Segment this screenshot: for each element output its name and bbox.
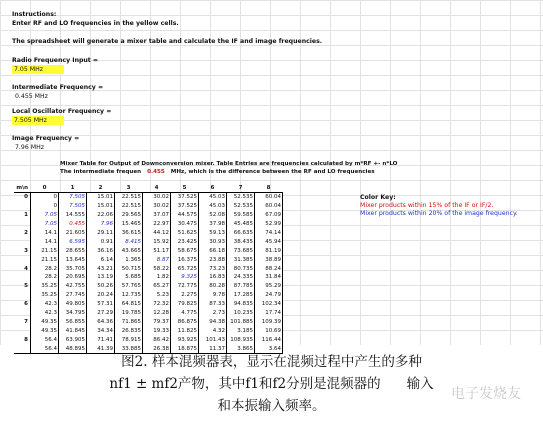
mixer-cell[interactable]: 73.23 <box>199 264 227 273</box>
instructions-line2: The spreadsheet will generate a mixer table and calculate the IF and image frequencies. <box>12 38 323 45</box>
mixer-cell[interactable]: 45.485 <box>227 220 255 229</box>
mixer-cell[interactable]: 43.665 <box>115 246 143 255</box>
mixer-cell[interactable]: 16.83 <box>199 273 227 282</box>
mixer-cell[interactable]: 10.69 <box>255 326 283 335</box>
mixer-cell[interactable]: 7.505 <box>59 193 87 202</box>
mixer-cell[interactable]: 36.615 <box>115 229 143 238</box>
mixer-table-header <box>14 183 283 193</box>
m-index: 2 <box>24 230 28 236</box>
image-label: Image Frequency = <box>12 135 80 142</box>
color-key-blue: Mixer products within 20% of the image frequency. <box>360 210 518 217</box>
table-row <box>14 237 283 246</box>
lo-label: Local Oscillator Frequency = <box>12 108 112 115</box>
mixer-cell[interactable]: 56.855 <box>59 317 87 326</box>
mixer-cell[interactable]: 23.88 <box>199 255 227 264</box>
mixer-cell[interactable]: 58.22 <box>143 264 171 273</box>
mixer-cell[interactable]: 0.91 <box>87 237 115 246</box>
instructions-heading: Instructions: <box>12 11 57 18</box>
mixer-cell[interactable]: 71.865 <box>115 317 143 326</box>
mixer-cell[interactable]: 57.31 <box>87 300 115 309</box>
mixer-cell[interactable]: 31.385 <box>227 255 255 264</box>
rf-unit: MHz <box>29 66 43 73</box>
table-row <box>14 193 283 202</box>
m-index: 4 <box>24 265 28 272</box>
mixer-cell[interactable]: 22.515 <box>115 202 143 211</box>
mixer-cell[interactable]: 81.19 <box>255 246 283 255</box>
mixer-cell[interactable]: 21.605 <box>59 229 87 238</box>
mixer-cell[interactable]: 14.1 <box>31 237 59 246</box>
mixer-cell[interactable]: 15.01 <box>87 193 115 202</box>
mixer-cell[interactable]: 45.03 <box>199 193 227 202</box>
mixer-cell[interactable]: 95.29 <box>255 282 283 291</box>
table-row <box>14 255 283 264</box>
mixer-note-text-b: MHz, which is the difference between the RF and LO frequencies <box>170 169 375 175</box>
n-header: 7 <box>238 184 243 191</box>
mixer-cell[interactable]: 37.98 <box>199 220 227 229</box>
mixer-cell[interactable]: 101.43 <box>199 335 227 344</box>
mixer-cell[interactable]: 26.38 <box>143 344 171 353</box>
table-row <box>14 220 283 229</box>
mixer-cell[interactable]: 78.915 <box>115 335 143 344</box>
mixer-cell[interactable]: 64.36 <box>87 317 115 326</box>
mixer-cell[interactable]: 66.635 <box>227 229 255 238</box>
mixer-cell[interactable]: 45.03 <box>199 202 227 211</box>
mixer-cell[interactable]: 52.08 <box>199 211 227 220</box>
mixer-table <box>14 183 283 354</box>
mixer-cell[interactable]: 30.93 <box>199 237 227 246</box>
m-index <box>14 220 31 229</box>
mixer-cell[interactable]: 102.34 <box>255 300 283 309</box>
table-row <box>14 326 283 335</box>
mixer-cell[interactable]: 29.11 <box>87 229 115 238</box>
mixer-cell[interactable]: 8.415 <box>115 237 143 246</box>
n-header: 4 <box>154 184 159 191</box>
n-header: 8 <box>266 184 271 191</box>
mixer-cell[interactable]: 66.18 <box>199 246 227 255</box>
mixer-cell[interactable]: 30.02 <box>143 202 171 211</box>
mixer-cell[interactable]: 88.24 <box>255 264 283 273</box>
mixer-cell[interactable]: 28.2 <box>31 264 59 273</box>
mixer-cell[interactable]: 74.14 <box>255 229 283 238</box>
mixer-cell[interactable]: 87.785 <box>227 282 255 291</box>
mixer-cell[interactable]: 22.515 <box>115 193 143 202</box>
color-key-title: Color Key: <box>360 194 396 201</box>
mixer-cell[interactable]: 7.505 <box>59 202 87 211</box>
mixer-note-line2 <box>60 168 375 177</box>
table-row <box>14 246 283 255</box>
mixer-cell[interactable]: 34.795 <box>59 309 87 318</box>
mixer-cell[interactable]: 63.905 <box>59 335 87 344</box>
mixer-cell[interactable]: 1.365 <box>115 255 143 264</box>
mixer-cell[interactable]: 13.19 <box>87 273 115 282</box>
table-row <box>14 317 283 326</box>
mixer-cell[interactable]: 43.21 <box>87 264 115 273</box>
instructions-line1: Enter RF and LO frequencies in the yellow cells. <box>12 20 179 27</box>
mixer-cell[interactable]: 48.895 <box>59 344 87 353</box>
mixer-cell[interactable]: 71.41 <box>87 335 115 344</box>
mixer-cell[interactable]: 101.885 <box>227 317 255 326</box>
mixer-cell[interactable]: 15.465 <box>115 220 143 229</box>
mixer-cell[interactable]: 36.16 <box>87 246 115 255</box>
mixer-cell[interactable]: 13.645 <box>59 255 87 264</box>
mixer-cell[interactable]: 3.64 <box>255 344 283 353</box>
mixer-cell[interactable]: 37.525 <box>171 202 199 211</box>
mixer-cell[interactable]: 41.39 <box>87 344 115 353</box>
mixer-cell[interactable]: 44.12 <box>143 229 171 238</box>
n-header: 3 <box>126 184 131 191</box>
mixer-cell[interactable]: 6.595 <box>59 237 87 246</box>
mixer-cell[interactable]: 50.715 <box>115 264 143 273</box>
mixer-cell[interactable]: 19.785 <box>115 309 143 318</box>
mixer-cell[interactable]: 72.32 <box>143 300 171 309</box>
mixer-cell[interactable]: 94.38 <box>199 317 227 326</box>
m-index <box>14 291 31 300</box>
mixer-cell[interactable]: 9.325 <box>171 273 199 282</box>
mixer-cell[interactable]: 56.4 <box>31 344 59 353</box>
mixer-cell[interactable]: 2.73 <box>199 309 227 318</box>
mixer-cell[interactable]: 38.89 <box>255 255 283 264</box>
mixer-cell[interactable]: 7.05 <box>31 220 59 229</box>
watermark-logo: 电子发烧友 <box>451 386 521 402</box>
mixer-cell[interactable]: 15.92 <box>143 237 171 246</box>
caption-line1: 图2. 样本混频器表，显示在混频过程中产生的多种 <box>121 354 422 370</box>
m-index: 5 <box>24 283 28 290</box>
mixer-cell[interactable]: 37.525 <box>171 193 199 202</box>
mixer-cell[interactable]: 28.655 <box>59 246 87 255</box>
mixer-cell[interactable]: 21.15 <box>31 246 59 255</box>
n-header: 2 <box>98 184 103 191</box>
m-index: 7 <box>24 318 28 325</box>
mixer-cell[interactable]: 10.235 <box>227 309 255 318</box>
mixer-cell[interactable]: 51.625 <box>171 229 199 238</box>
mixer-cell[interactable]: 116.44 <box>255 335 283 344</box>
mixer-cell[interactable]: 49.35 <box>31 317 59 326</box>
mixer-cell[interactable]: 17.285 <box>227 291 255 300</box>
mixer-cell[interactable]: 42.755 <box>59 282 87 291</box>
mixer-cell[interactable]: 79.37 <box>143 317 171 326</box>
mixer-cell[interactable]: 11.825 <box>171 326 199 335</box>
mixer-cell[interactable]: 57.765 <box>115 282 143 291</box>
if-label: Intermediate Frequency = <box>12 84 104 91</box>
mixer-cell[interactable]: 0 <box>31 202 59 211</box>
mixer-cell[interactable]: 20.24 <box>87 291 115 300</box>
mixer-cell[interactable]: 28.2 <box>31 273 59 282</box>
mixer-cell[interactable]: 33.885 <box>115 344 143 353</box>
mixer-cell[interactable]: 79.825 <box>171 300 199 309</box>
m-index <box>14 255 31 264</box>
mixer-cell[interactable]: 72.775 <box>171 282 199 291</box>
mixer-cell[interactable]: 18.875 <box>171 344 199 353</box>
mixer-cell[interactable]: 93.925 <box>171 335 199 344</box>
mixer-cell[interactable]: 5.23 <box>143 291 171 300</box>
mixer-cell[interactable]: 58.675 <box>171 246 199 255</box>
mixer-cell[interactable]: 22.97 <box>143 220 171 229</box>
mixer-cell[interactable]: 9.78 <box>199 291 227 300</box>
n-header: 6 <box>210 184 215 191</box>
mixer-cell[interactable]: 65.725 <box>171 264 199 273</box>
mixer-cell[interactable]: 12.735 <box>115 291 143 300</box>
n-header: 5 <box>182 184 187 191</box>
mixer-cell[interactable]: 4.32 <box>199 326 227 335</box>
mixer-cell[interactable]: 80.735 <box>227 264 255 273</box>
m-index: 6 <box>24 301 28 308</box>
caption-line3: 和本振输入频率。 <box>217 398 326 414</box>
m-index <box>14 202 31 211</box>
rf-input-cell[interactable] <box>12 65 64 74</box>
mixer-cell[interactable]: 26.835 <box>115 326 143 335</box>
m-index <box>14 309 31 318</box>
table-row <box>14 211 283 220</box>
mixer-cell[interactable]: 19.33 <box>143 326 171 335</box>
mixer-cell[interactable]: 87.33 <box>199 300 227 309</box>
table-row <box>14 229 283 238</box>
m-index <box>14 237 31 246</box>
table-row <box>14 335 283 344</box>
mixer-cell[interactable]: 15.01 <box>87 202 115 211</box>
mixer-cell[interactable]: 42.3 <box>31 300 59 309</box>
mixer-cell[interactable]: 52.99 <box>255 220 283 229</box>
mixer-cell[interactable]: 20.695 <box>59 273 87 282</box>
lo-value: 7.505 <box>14 117 32 124</box>
mixer-note-text-a: The intermediate frequen <box>60 169 142 175</box>
table-corner-label: m\n <box>16 184 29 191</box>
mixer-cell[interactable]: 42.3 <box>31 309 59 318</box>
mixer-cell[interactable]: 45.94 <box>255 237 283 246</box>
mixer-cell[interactable]: 0.455 <box>59 220 87 229</box>
mixer-cell[interactable]: 60.04 <box>255 202 283 211</box>
mixer-cell[interactable]: 22.06 <box>87 211 115 220</box>
mixer-cell[interactable]: 56.4 <box>31 335 59 344</box>
m-index <box>14 273 31 282</box>
mixer-cell[interactable]: 30.02 <box>143 193 171 202</box>
mixer-cell[interactable]: 35.705 <box>59 264 87 273</box>
table-row <box>14 291 283 300</box>
table-row <box>14 273 283 282</box>
mixer-cell[interactable]: 7.05 <box>31 211 59 220</box>
mixer-cell[interactable]: 23.425 <box>171 237 199 246</box>
mixer-cell[interactable]: 29.565 <box>115 211 143 220</box>
mixer-cell[interactable]: 8.87 <box>143 255 171 264</box>
m-index: 1 <box>24 212 28 219</box>
rf-label: Radio Frequency Input = <box>12 57 99 64</box>
caption-line2-text: nf1 ± mf2产物，其中f1和f2分别是混频器的 <box>109 376 381 392</box>
mixer-cell[interactable]: 24.335 <box>227 273 255 282</box>
mixer-cell[interactable]: 7.96 <box>87 220 115 229</box>
table-row <box>14 282 283 291</box>
mixer-note-line1: Mixer Table for Output of Downconversion mixer. Table Entries are frequencies calculated by m*RF +- n*LO <box>60 161 398 167</box>
mixer-cell[interactable]: 27.29 <box>87 309 115 318</box>
mixer-cell[interactable]: 17.74 <box>255 309 283 318</box>
n-header: 1 <box>70 184 75 191</box>
mixer-cell[interactable]: 4.775 <box>171 309 199 318</box>
mixer-cell[interactable]: 0 <box>31 193 59 202</box>
mixer-cell[interactable]: 37.07 <box>143 211 171 220</box>
mixer-cell[interactable]: 14.555 <box>59 211 87 220</box>
mixer-cell[interactable]: 21.15 <box>31 255 59 264</box>
m-index: 8 <box>24 336 28 343</box>
mixer-cell[interactable]: 16.375 <box>171 255 199 264</box>
mixer-cell[interactable]: 35.25 <box>31 282 59 291</box>
mixer-cell[interactable]: 38.435 <box>227 237 255 246</box>
mixer-cell[interactable]: 31.84 <box>255 273 283 282</box>
m-index: 0 <box>14 193 31 202</box>
mixer-cell[interactable]: 86.42 <box>143 335 171 344</box>
mixer-cell[interactable]: 67.09 <box>255 211 283 220</box>
mixer-cell[interactable]: 86.875 <box>171 317 199 326</box>
mixer-cell[interactable]: 1.82 <box>143 273 171 282</box>
color-key-red: Mixer products within 15% of the IF or IF/2. <box>360 202 494 209</box>
mixer-cell[interactable]: 11.37 <box>199 344 227 353</box>
mixer-cell[interactable]: 52.535 <box>227 202 255 211</box>
mixer-cell[interactable]: 52.535 <box>227 193 255 202</box>
mixer-cell[interactable]: 50.26 <box>87 282 115 291</box>
mixer-cell[interactable]: 5.685 <box>115 273 143 282</box>
caption-line2-tail: 输入 <box>406 376 434 392</box>
lo-input-cell[interactable] <box>12 116 64 125</box>
mixer-cell[interactable]: 109.39 <box>255 317 283 326</box>
table-row <box>14 300 283 309</box>
if-value: 0.455 MHz <box>15 93 48 100</box>
mixer-cell[interactable]: 12.28 <box>143 309 171 318</box>
mixer-cell[interactable]: 24.79 <box>255 291 283 300</box>
mixer-cell[interactable]: 73.685 <box>227 246 255 255</box>
mixer-note-if-value: 0.455 <box>147 169 165 175</box>
mixer-cell[interactable]: 30.475 <box>171 220 199 229</box>
mixer-cell[interactable]: 3.865 <box>227 344 255 353</box>
mixer-cell[interactable]: 59.585 <box>227 211 255 220</box>
table-row <box>14 264 283 273</box>
mixer-cell[interactable]: 44.575 <box>171 211 199 220</box>
mixer-cell[interactable]: 94.835 <box>227 300 255 309</box>
mixer-cell[interactable]: 51.17 <box>143 246 171 255</box>
mixer-cell[interactable]: 108.935 <box>227 335 255 344</box>
mixer-cell[interactable]: 6.14 <box>87 255 115 264</box>
mixer-cell[interactable]: 49.805 <box>59 300 87 309</box>
table-row <box>14 309 283 318</box>
mixer-cell[interactable]: 35.25 <box>31 291 59 300</box>
mixer-cell[interactable]: 65.27 <box>143 282 171 291</box>
mixer-cell[interactable]: 80.28 <box>199 282 227 291</box>
mixer-cell[interactable]: 60.04 <box>255 193 283 202</box>
m-index <box>14 326 31 335</box>
mixer-cell[interactable]: 27.745 <box>59 291 87 300</box>
image-value: 7.96 MHz <box>15 144 44 151</box>
m-index: 3 <box>24 247 28 254</box>
mixer-cell[interactable]: 64.815 <box>115 300 143 309</box>
mixer-cell[interactable]: 59.13 <box>199 229 227 238</box>
n-header: 0 <box>42 184 47 191</box>
mixer-cell[interactable]: 34.34 <box>87 326 115 335</box>
mixer-cell[interactable]: 2.275 <box>171 291 199 300</box>
mixer-cell[interactable]: 3.185 <box>227 326 255 335</box>
table-row <box>14 202 283 211</box>
rf-value: 7.05 <box>14 66 28 73</box>
mixer-cell[interactable]: 49.35 <box>31 326 59 335</box>
lo-unit: MHz <box>33 117 47 124</box>
mixer-cell[interactable]: 14.1 <box>31 229 59 238</box>
mixer-cell[interactable]: 41.845 <box>59 326 87 335</box>
